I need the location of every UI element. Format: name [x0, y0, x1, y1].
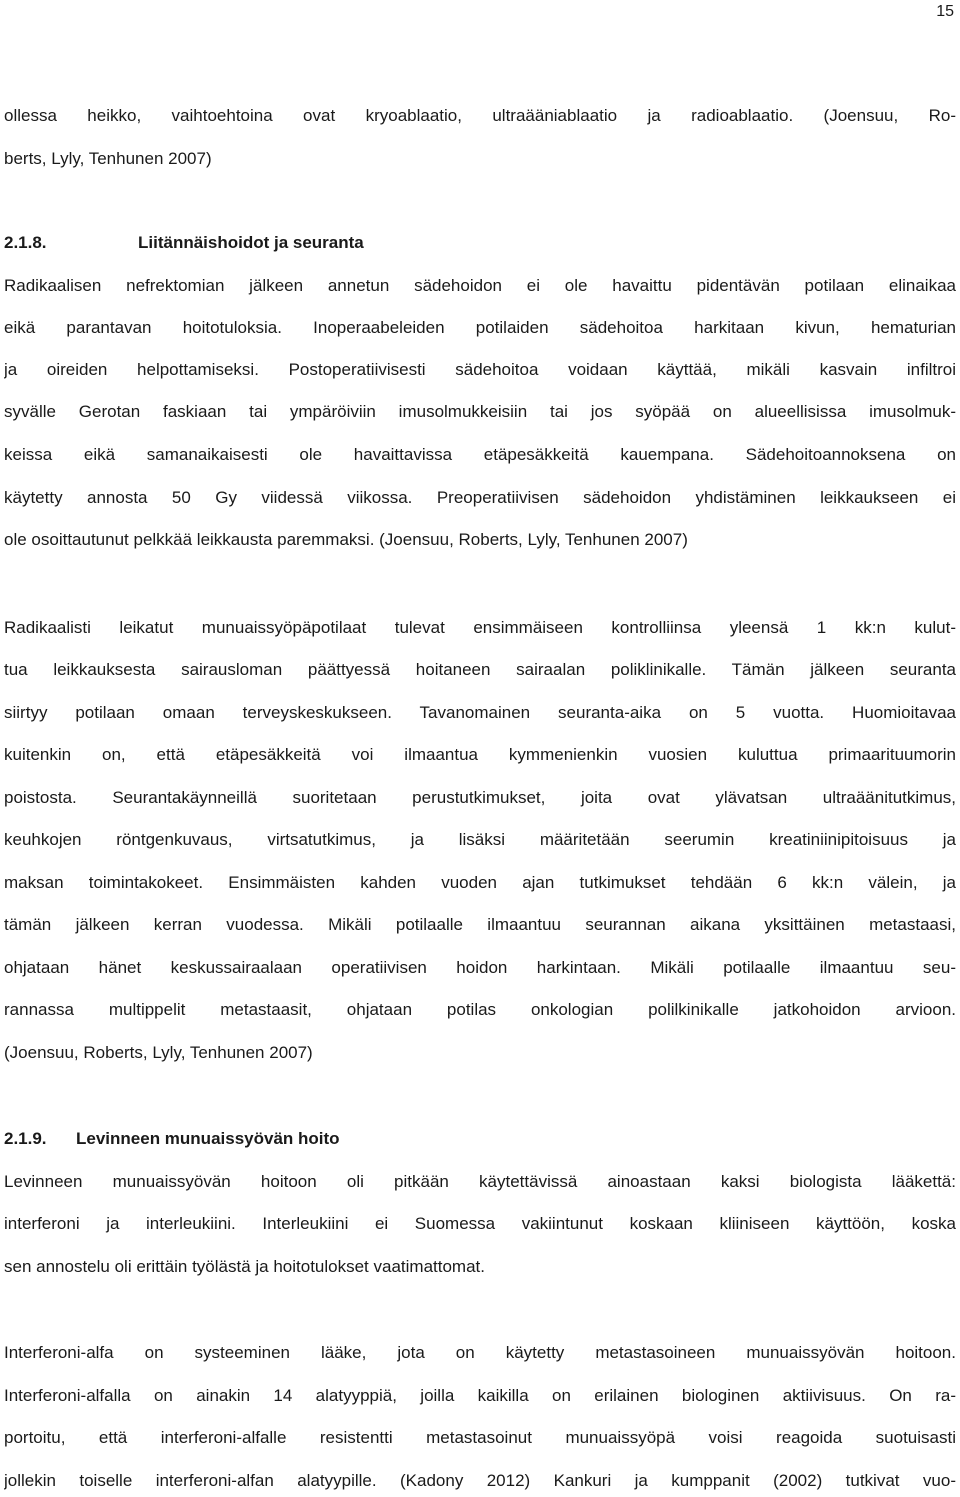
paragraph-line: kuitenkin on, että etäpesäkkeitä voi ilmaantua kymmenienkin vuosien kuluttua primaarituumorin: [4, 745, 956, 764]
intro-line: berts, Lyly, Tenhunen 2007): [4, 149, 212, 168]
paragraph-line: Interferoni-alfa on systeeminen lääke, jota on käytetty metastasoineen munuaissyövän hoitoon.: [4, 1343, 956, 1362]
intro-line: ollessa heikko, vaihtoehtoina ovat kryoablaatio, ultraääniablaatio ja radioablaatio. (Joensuu, Ro-: [4, 106, 956, 125]
paragraph-line: (Joensuu, Roberts, Lyly, Tenhunen 2007): [4, 1043, 313, 1062]
paragraph-line: interferoni ja interleukiini. Interleukiini ei Suomessa vakiintunut koskaan kliiniseen käyttöön, koska: [4, 1214, 956, 1233]
section-title: Liitännäishoidot ja seuranta: [138, 233, 364, 252]
paragraph-line: maksan toimintakokeet. Ensimmäisten kahden vuoden ajan tutkimukset tehdään 6 kk:n välein, ja: [4, 873, 956, 892]
paragraph-line: siirtyy potilaan omaan terveyskeskukseen. Tavanomainen seuranta-aika on 5 vuotta. Huomioitavaa: [4, 703, 956, 722]
section-heading: [4, 1127, 340, 1151]
paragraph-line: ole osoittautunut pelkkää leikkausta paremmaksi. (Joensuu, Roberts, Lyly, Tenhunen 2007): [4, 530, 688, 549]
paragraph-line: rannassa multippelit metastaasit, ohjataan potilas onkologian polilkinikalle jatkohoidon arvioon.: [4, 1000, 956, 1019]
page-number: 15: [936, 3, 954, 20]
paragraph-line: portoitu, että interferoni-alfalle resistentti metastasoinut munuaissyöpä voisi reagoida suotuisasti: [4, 1428, 956, 1447]
paragraph-line: keuhkojen röntgenkuvaus, virtsatutkimus, ja lisäksi määritetään seerumin kreatiniinipitoisuus ja: [4, 830, 956, 849]
paragraph-line: ja oireiden helpottamiseksi. Postoperatiivisesti sädehoitoa voidaan käyttää, mikäli kasvain infiltroi: [4, 360, 956, 379]
paragraph-line: käytetty annosta 50 Gy viidessä viikossa. Preoperatiivisen sädehoidon yhdistäminen leikkaukseen ei: [4, 488, 956, 507]
paragraph-line: sen annostelu oli erittäin työlästä ja hoitotulokset vaatimattomat.: [4, 1257, 485, 1276]
section-number: 2.1.9.: [4, 1129, 47, 1148]
paragraph-line: keissa eikä samanaikaisesti ole havaittavissa etäpesäkkeitä kauempana. Sädehoitoannoksena on: [4, 445, 956, 464]
paragraph-line: poistosta. Seurantakäynneillä suoritetaan perustutkimukset, joita ovat ylävatsan ultraäänitutkimus,: [4, 788, 956, 807]
paragraph-line: Radikaalisti leikatut munuaissyöpäpotilaat tulevat ensimmäiseen kontrolliinsa yleensä 1 kk:n kulut-: [4, 618, 956, 637]
paragraph-line: ohjataan hänet keskussairaalaan operatiivisen hoidon harkintaan. Mikäli potilaalle ilmaantuu seu-: [4, 958, 956, 977]
paragraph-line: tua leikkauksesta sairausloman päättyessä hoitaneen sairaalan poliklinikalle. Tämän jälkeen seuranta: [4, 660, 956, 679]
paragraph-line: tämän jälkeen kerran vuodessa. Mikäli potilaalle ilmaantuu seurannan aikana yksittäinen metastaasi,: [4, 915, 956, 934]
paragraph-line: Levinneen munuaissyövän hoitoon oli pitkään käytettävissä ainoastaan kaksi biologista lääkettä:: [4, 1172, 956, 1191]
paragraph-line: Interferoni-alfalla on ainakin 14 alatyyppiä, joilla kaikilla on erilainen biologinen aktiivisuus. On ra-: [4, 1386, 956, 1405]
paragraph-line: syvälle Gerotan faskiaan tai ympäröiviin imusolmukkeisiin tai jos syöpää on alueellisissa imusolmuk-: [4, 402, 956, 421]
section-heading: [4, 231, 364, 255]
paragraph-line: Radikaalisen nefrektomian jälkeen annetun sädehoidon ei ole havaittu pidentävän potilaan elinaikaa: [4, 276, 956, 295]
section-number: 2.1.8.: [4, 233, 47, 252]
section-title: Levinneen munuaissyövän hoito: [76, 1129, 340, 1148]
paragraph-line: eikä parantavan hoitotuloksia. Inoperaabeleiden potilaiden sädehoitoa harkitaan kivun, hematurian: [4, 318, 956, 337]
paragraph-line: jollekin toiselle interferoni-alfan alatyypille. (Kadony 2012) Kankuri ja kumppanit (2002) tutkivat vuo-: [4, 1471, 956, 1490]
